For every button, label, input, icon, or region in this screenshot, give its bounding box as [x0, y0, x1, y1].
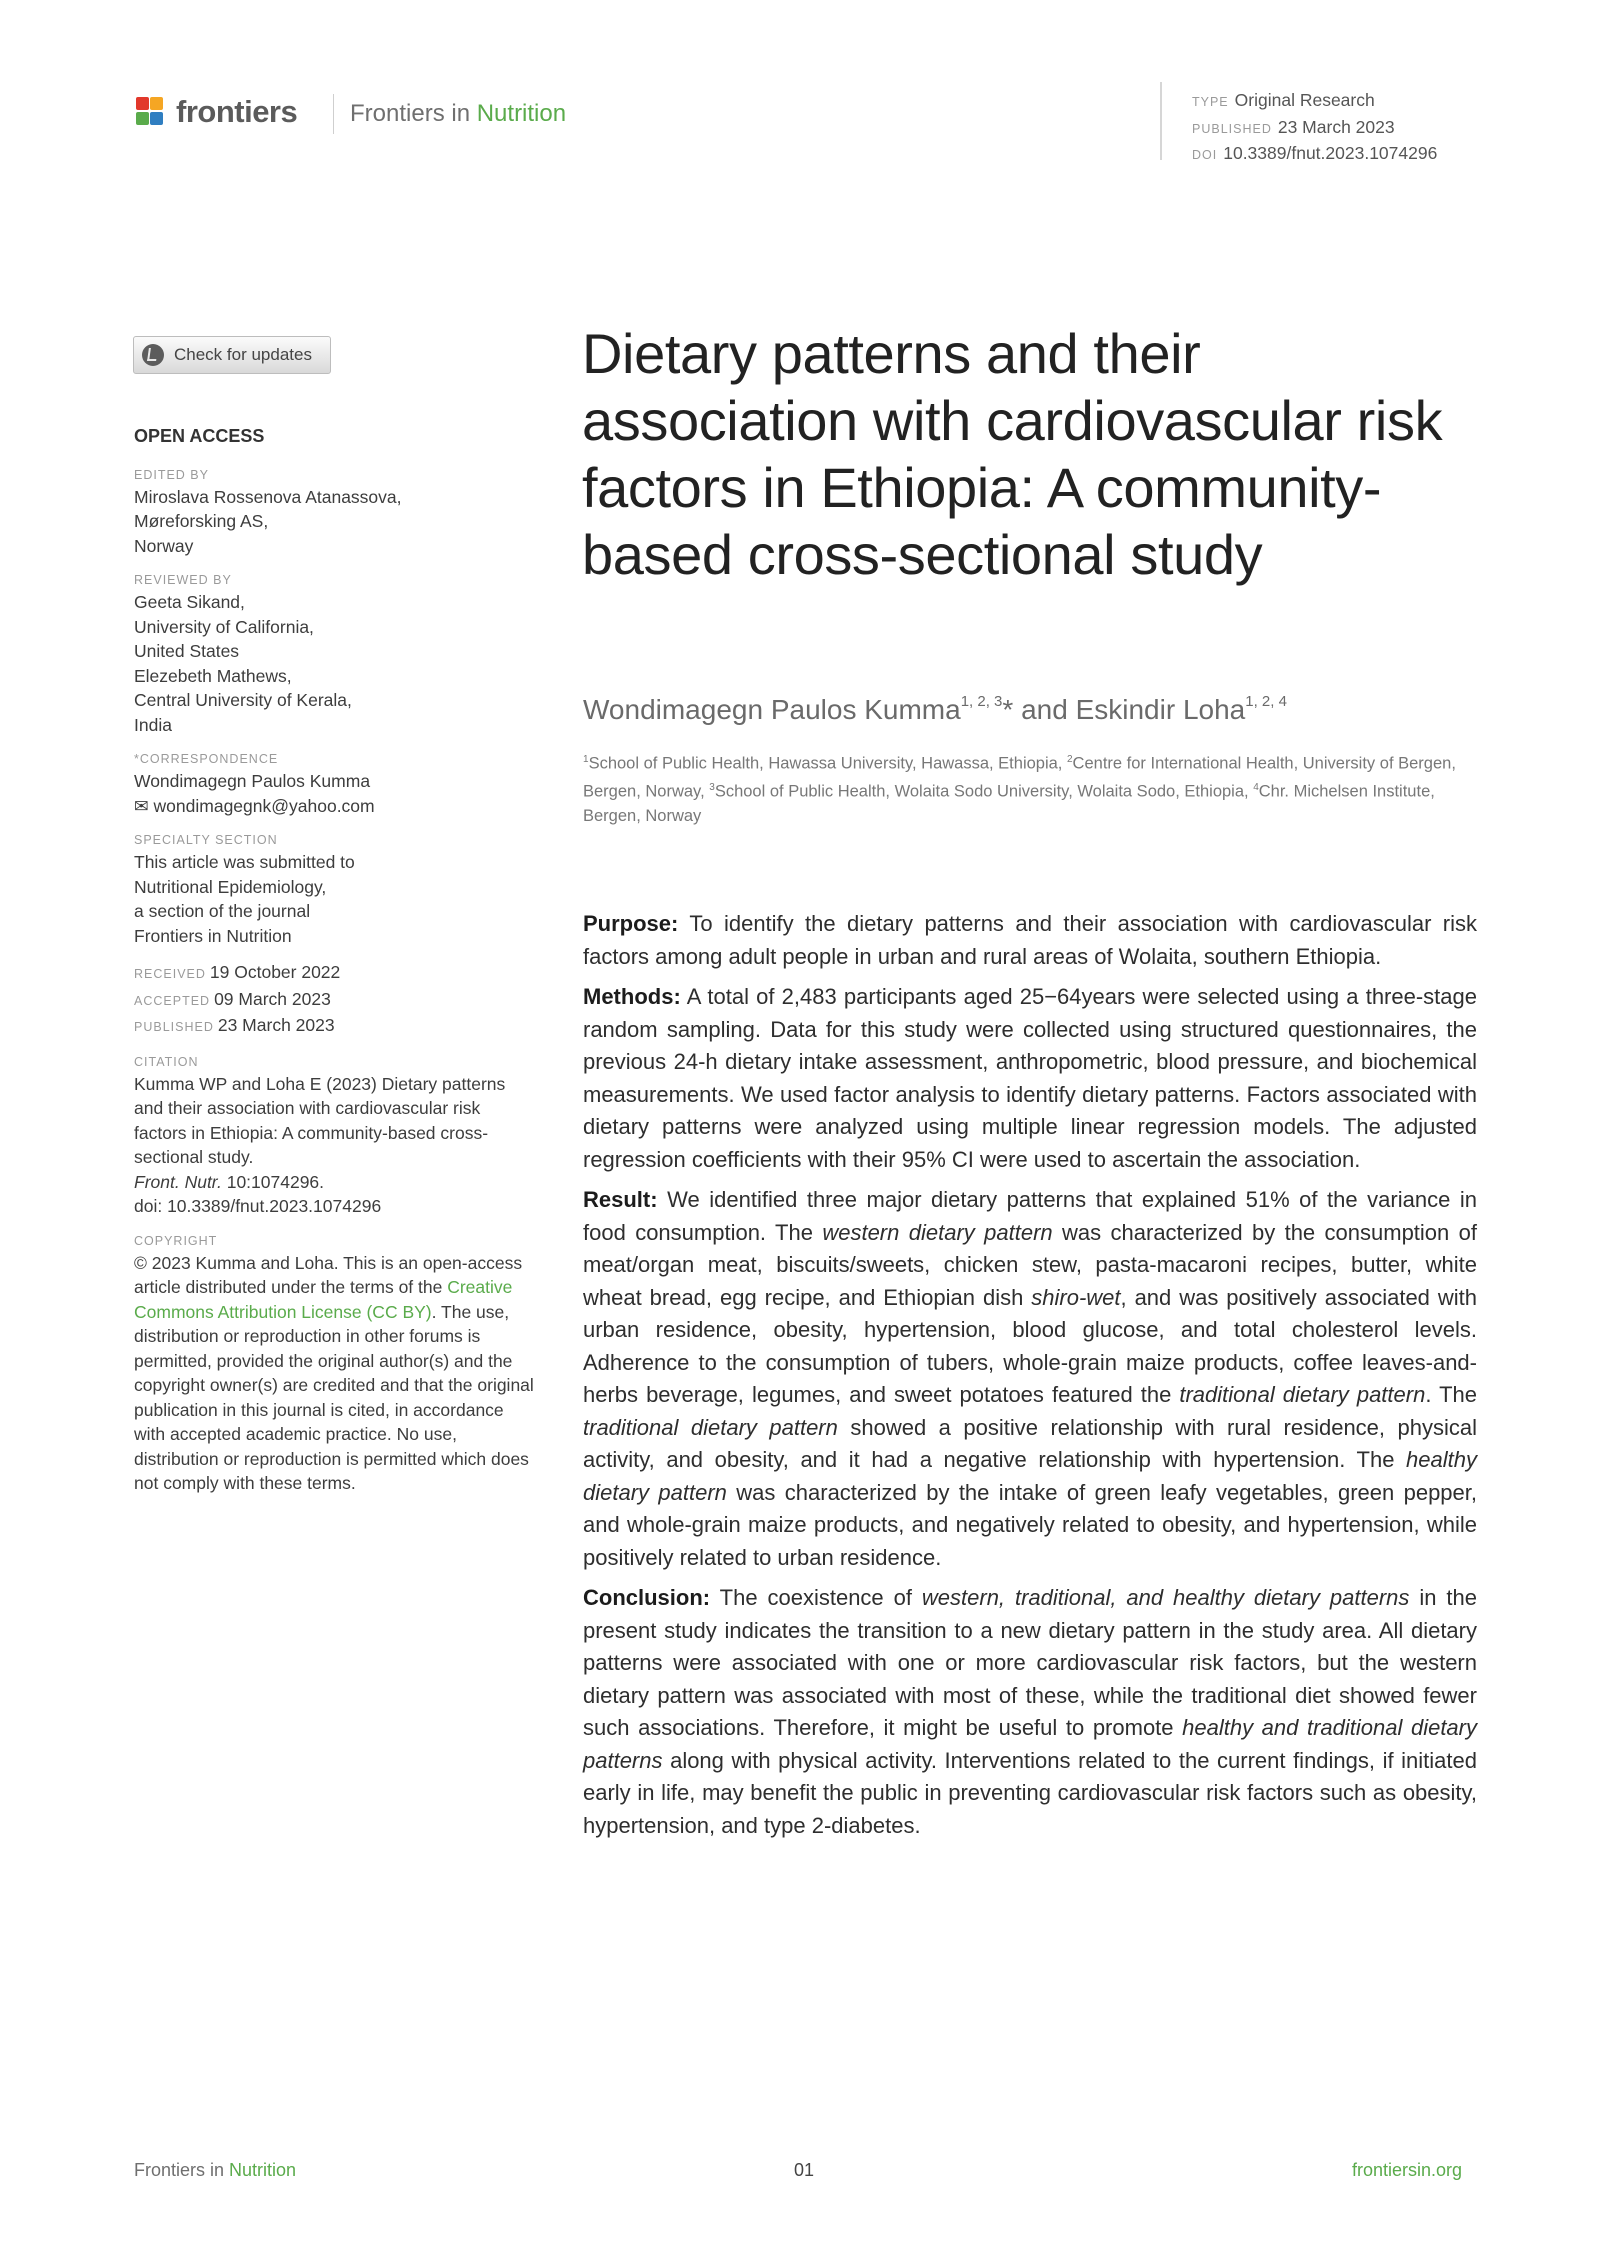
article-sidebar	[134, 424, 544, 1496]
citation-journal: Front. Nutr.	[134, 1171, 222, 1192]
conclusion-text: along with physical activity. Interventions related to the current findings, if initiated early in life, may benefit the public in preventing cardiovascular risk factors such as obesity, hypertension, and type 2-diabetes.	[583, 1747, 1477, 1838]
footer-journal-link[interactable]	[134, 2160, 296, 2181]
published-key: PUBLISHED	[1192, 121, 1272, 136]
purpose-text: To identify the dietary patterns and their association with cardiovascular risk factors among adult people in urban and rural areas of Wolaita, southern Ethiopia.	[583, 911, 1477, 969]
result-emphasis: western dietary pattern	[822, 1219, 1053, 1245]
specialty-line: Frontiers in Nutrition	[134, 925, 292, 946]
result-emphasis: traditional dietary pattern	[1179, 1382, 1426, 1407]
result-text: showed a positive relationship with rural residence, physical activity, and obesity, and it had a negative relationship with hypertension. The	[583, 1414, 1477, 1472]
footer-journal-name: Nutrition	[229, 2160, 297, 2180]
conclusion-text: The coexistence of	[710, 1585, 922, 1610]
header-divider	[333, 94, 334, 134]
result-emphasis: shiro-wet	[1031, 1284, 1121, 1310]
doi-key: DOI	[1192, 148, 1218, 162]
affiliation-sup: 2	[1066, 754, 1073, 765]
reviewed-by-heading: REVIEWED BY	[134, 573, 232, 587]
methods-text: A total of 2,483 participants aged 25−64years were selected using a three-stage random sampling. Data for this study were collected using structured questionnaires, the previous 24-h dietary intake assessment, anthropometric, blood pressure, and biochemical measurements. We used factor analysis to identify dietary patterns. Factors associated with dietary patterns were analyzed using multiple linear regression models. The adjusted regression coefficients with their 95% CI were used to ascertain the association.	[583, 984, 1477, 1172]
author-list	[583, 693, 1287, 726]
abstract-methods	[583, 981, 1477, 1176]
conclusion-emphasis: healthy and traditional dietary patterns	[583, 1715, 1477, 1773]
reviewer-line: Central University of Kerala,	[134, 690, 352, 710]
meta-divider	[1160, 82, 1162, 160]
affiliations	[583, 748, 1483, 829]
reviewer-line: United States	[134, 641, 240, 661]
author-name[interactable]: Wondimagegn Paulos Kumma	[583, 694, 961, 725]
author-affiliation-sup: 1, 2, 4	[1245, 693, 1287, 710]
published-date	[134, 1013, 544, 1040]
specialty-line: This article was submitted to	[134, 852, 355, 872]
affiliation-text: School of Public Health, Hawassa University, Hawassa, Ethiopia,	[588, 754, 1067, 773]
affiliation-sup: 4	[1253, 782, 1259, 793]
abstract-conclusion	[583, 1582, 1477, 1842]
type-key: TYPE	[1192, 95, 1229, 109]
result-emphasis: traditional dietary pattern	[583, 1414, 838, 1440]
logo-wordmark: frontiers	[176, 94, 298, 129]
page-number: 01	[794, 2160, 815, 2180]
bookmark-check-icon	[142, 344, 164, 366]
copyright-before: © 2023 Kumma and Loha. This is an open-access article distributed under the terms of the	[134, 1252, 523, 1297]
citation-line: and their association with cardiovascular risk	[134, 1098, 481, 1118]
affiliation-text: Centre for International Health, University of Bergen, Bergen, Norway,	[583, 754, 1456, 801]
article-meta	[1192, 88, 1437, 168]
citation-heading: CITATION	[134, 1054, 199, 1069]
footer-site-link[interactable]: frontiersin.org	[1352, 2160, 1463, 2180]
author-conjunction: and	[1013, 694, 1076, 725]
received-date	[134, 960, 544, 987]
edited-by-heading: EDITED BY	[134, 467, 209, 482]
author-affiliation-sup: 1, 2, 3	[960, 693, 1003, 710]
copyright-after: . The use, distribution or reproduction in other forums is permitted, provided the original author(s) and the copyright owner(s) are credited and that the original publication in this journal is cited, in accordance with accepted academic practice. No use, distribution or reproduction is permitted which does not comply with these terms.	[134, 1301, 534, 1493]
received-key: RECEIVED	[134, 967, 206, 981]
citation-volume: 10:1074296.	[221, 1171, 325, 1192]
journal-title: Nutrition	[476, 100, 567, 127]
corresponding-mark: *	[1002, 694, 1014, 725]
correspondence-name: Wondimagegn Paulos Kumma	[134, 771, 371, 791]
frontiers-logo-icon	[132, 94, 168, 130]
abstract	[583, 908, 1477, 1850]
published-key: PUBLISHED	[134, 1020, 214, 1034]
purpose-label: Purpose:	[583, 911, 679, 936]
conclusion-label: Conclusion:	[583, 1585, 711, 1610]
abstract-purpose	[583, 908, 1477, 973]
result-text: , and was positively associated with urban residence, obesity, hypertension, blood glucose, and total cholesterol levels. Adherence to the consumption of tubers, whole-grain maize products, coffee leaves-and-herbs beverage, legumes, and sweet potatoes featured the	[583, 1284, 1477, 1407]
accepted-date	[134, 987, 544, 1014]
conclusion-text: in the present study indicates the transition to a new dietary pattern in the study area. All dietary patterns were associated with one or more cardiovascular risk factors, but the western dietary pattern was associated with most of these, while the traditional diet showed fewer such associations. Therefore, it might be useful to promote	[583, 1585, 1477, 1740]
specialty-heading: SPECIALTY SECTION	[134, 833, 278, 847]
result-text: was characterized by the consumption of meat/organ meat, biscuits/sweets, chicken stew, pasta-macaroni recipes, butter, white wheat bread, egg recipe, and Ethiopian dish	[583, 1219, 1477, 1310]
copyright-text	[134, 1251, 539, 1496]
check-for-updates-label: Check for updates	[174, 345, 312, 364]
result-label: Result:	[583, 1187, 658, 1212]
citation-volume-line	[134, 1170, 544, 1195]
conclusion-emphasis: western, traditional, and healthy dietary patterns	[921, 1585, 1410, 1610]
article-title: Dietary patterns and their association with cardiovascular risk factors in Ethiopia: A community-based cross-sectional study	[582, 322, 1443, 586]
published-value: 23 March 2023	[217, 1015, 335, 1035]
result-text: was characterized by the intake of green leafy vegetables, green pepper, and whole-grain maize products, and negatively related to obesity, and hypertension, while positively related to urban residence.	[583, 1479, 1477, 1570]
affiliation-sup: 3	[709, 782, 715, 793]
type-value: Original Research	[1234, 90, 1375, 110]
received-value: 19 October 2022	[209, 962, 341, 982]
citation-line: factors in Ethiopia: A community-based cross-	[134, 1122, 489, 1143]
reviewer-line: University of California,	[134, 616, 314, 637]
footer-journal-prefix: Frontiers in	[134, 2160, 230, 2180]
accepted-value: 09 March 2023	[214, 988, 331, 1009]
correspondence-email: wondimagegnk@yahoo.com	[153, 795, 375, 816]
copyright-heading: COPYRIGHT	[134, 1233, 218, 1248]
editor-line: Miroslava Rossenova Atanassova,	[134, 486, 402, 507]
editor-line: Møreforsking AS,	[134, 511, 269, 531]
citation-line: sectional study.	[134, 1147, 254, 1167]
specialty-line: a section of the journal	[134, 901, 311, 921]
affiliation-text: Chr. Michelsen Institute, Bergen, Norway	[583, 782, 1435, 825]
reviewer-line: India	[134, 714, 172, 735]
result-text: We identified three major dietary patterns that explained 51% of the variance in food consumption. The	[583, 1187, 1477, 1245]
author-name[interactable]: Eskindir Loha	[1075, 694, 1246, 725]
frontiers-logo[interactable]	[132, 92, 297, 132]
journal-prefix: Frontiers in	[350, 100, 471, 127]
result-emphasis: healthy dietary pattern	[583, 1447, 1477, 1505]
cc-license-link[interactable]: Creative Commons Attribution License (CC BY)	[134, 1277, 513, 1322]
affiliation-text: School of Public Health, Wolaita Sodo University, Wolaita Sodo, Ethiopia,	[714, 782, 1254, 801]
reviewer-line: Elezebeth Mathews,	[134, 665, 292, 686]
citation-doi[interactable]: doi: 10.3389/fnut.2023.1074296	[134, 1196, 382, 1216]
result-text: . The	[1425, 1382, 1478, 1407]
correspondence-email-link[interactable]	[134, 794, 544, 819]
specialty-line: Nutritional Epidemiology,	[134, 876, 327, 897]
envelope-icon: ✉	[134, 795, 154, 816]
reviewer-line: Geeta Sikand,	[134, 592, 245, 612]
open-access-label: OPEN ACCESS	[134, 426, 265, 446]
correspondence-heading: *CORRESPONDENCE	[134, 752, 279, 766]
dates-block	[134, 960, 544, 1040]
citation-line: Kumma WP and Loha E (2023) Dietary patterns	[134, 1073, 506, 1094]
editor-line: Norway	[134, 535, 194, 556]
journal-name-link[interactable]	[350, 100, 566, 128]
doi-value[interactable]: 10.3389/fnut.2023.1074296	[1223, 143, 1438, 163]
affiliation-sup: 1	[583, 754, 589, 765]
abstract-result	[583, 1184, 1477, 1574]
check-for-updates-button[interactable]	[133, 336, 331, 374]
accepted-key: ACCEPTED	[134, 993, 211, 1008]
methods-label: Methods:	[583, 984, 681, 1009]
published-value: 23 March 2023	[1277, 116, 1395, 137]
